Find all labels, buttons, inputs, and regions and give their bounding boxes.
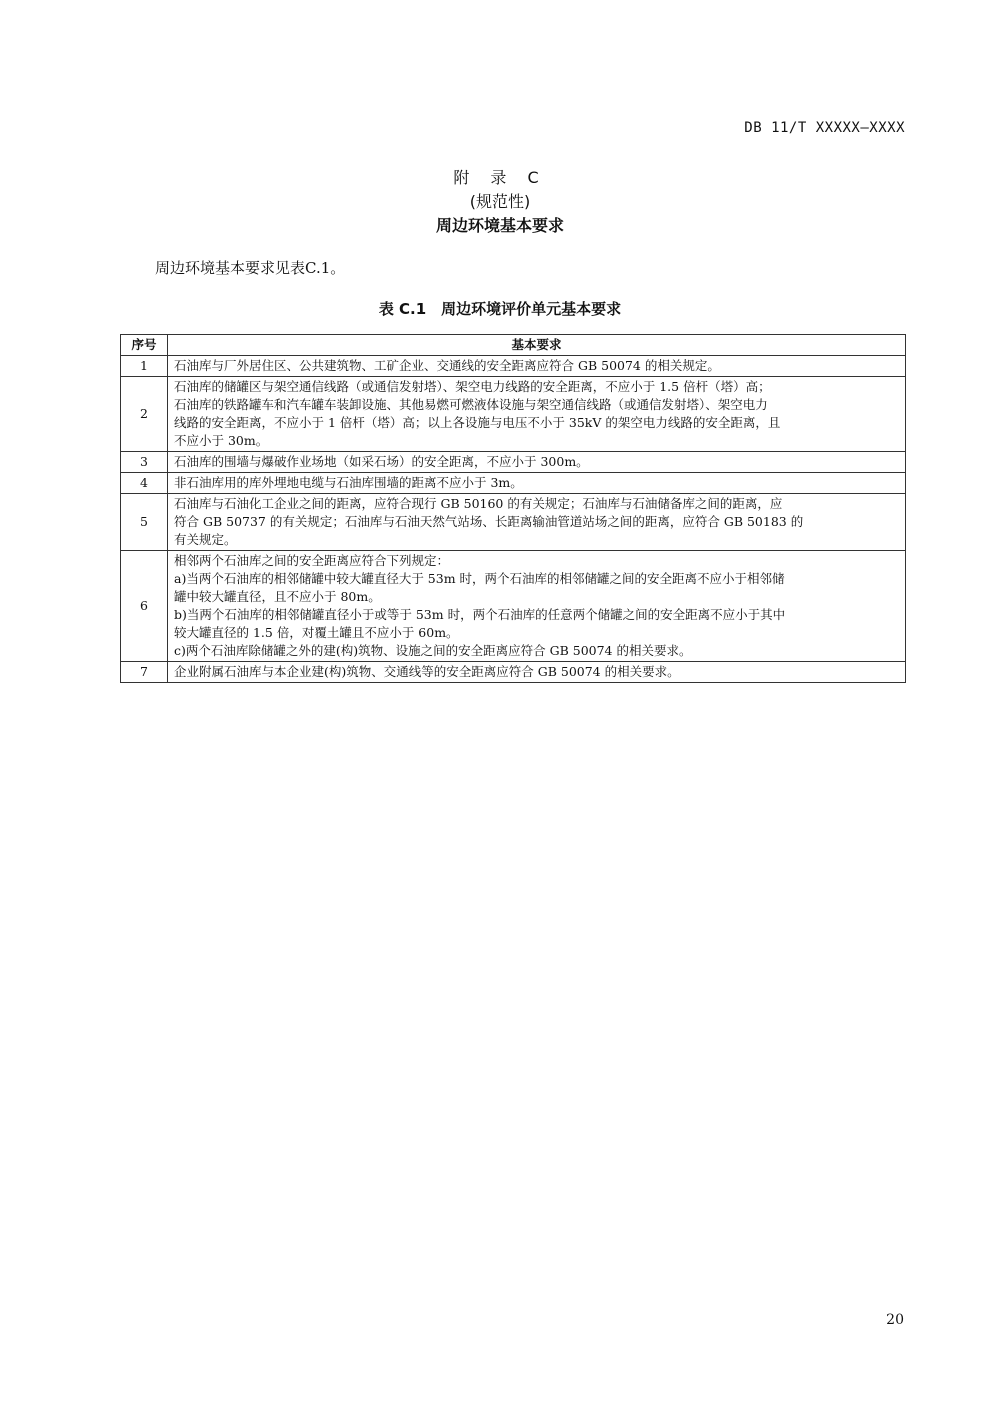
row-requirement <box>168 452 906 473</box>
row-requirement <box>168 356 906 377</box>
requirement-line: 符合 GB 50737 的有关规定；石油库与石油天然气站场、长距离输油管道站场之间的距离，应符合 GB 50183 的 <box>174 514 804 529</box>
appendix-subtitle: 周边环境基本要求 <box>435 216 564 235</box>
requirement-line: 石油库与厂外居住区、公共建筑物、工矿企业、交通线的安全距离应符合 GB 50074 的相关规定。 <box>174 358 720 373</box>
row-number: 4 <box>121 473 168 494</box>
document-code: DB 11/T XXXXX—XXXX <box>744 120 905 136</box>
row-number: 1 <box>121 356 168 377</box>
appendix-title: 附 录 C <box>453 168 547 187</box>
requirement-line: 石油库与石油化工企业之间的距离，应符合现行 GB 50160 的有关规定；石油库与石油储备库之间的距离，应 <box>174 496 783 511</box>
requirement-line: 不应小于 30m。 <box>174 433 269 448</box>
header-requirement: 基本要求 <box>168 335 906 356</box>
requirement-line: 线路的安全距离，不应小于 1 倍杆（塔）高；以上各设施与电压不小于 35kV 的架空电力线路的安全距离，且 <box>174 415 781 430</box>
requirement-line: 有关规定。 <box>174 532 237 547</box>
row-number: 3 <box>121 452 168 473</box>
table-caption: 表 C.1 周边环境评价单元基本要求 <box>378 300 622 318</box>
requirement-line: c)两个石油库除储罐之外的建(构)筑物、设施之间的安全距离应符合 GB 50074 的相关要求。 <box>174 643 692 658</box>
page-number: 20 <box>886 1312 904 1328</box>
row-number: 7 <box>121 662 168 683</box>
requirement-line: 石油库的围墙与爆破作业场地（如采石场）的安全距离，不应小于 300m。 <box>174 454 589 469</box>
requirement-line: 非石油库用的库外埋地电缆与石油库围墙的距离不应小于 3m。 <box>174 475 523 490</box>
row-requirement <box>168 494 906 551</box>
row-requirement <box>168 551 906 662</box>
table-row <box>121 377 906 452</box>
appendix-heading <box>0 166 1000 238</box>
requirements-table <box>120 334 906 683</box>
requirement-line: a)当两个石油库的相邻储罐中较大罐直径大于 53m 时，两个石油库的相邻储罐之间的安全距离不应小于相邻储 <box>174 571 785 586</box>
row-requirement <box>168 473 906 494</box>
row-requirement <box>168 377 906 452</box>
row-number: 5 <box>121 494 168 551</box>
requirement-line: 罐中较大罐直径，且不应小于 80m。 <box>174 589 381 604</box>
table-row <box>121 551 906 662</box>
requirement-line: 企业附属石油库与本企业建(构)筑物、交通线等的安全距离应符合 GB 50074 的相关要求。 <box>174 664 680 679</box>
requirement-line: 石油库的储罐区与架空通信线路（或通信发射塔）、架空电力线路的安全距离，不应小于 1.5 倍杆（塔）高； <box>174 379 771 394</box>
table-body <box>121 356 906 683</box>
table-row <box>121 662 906 683</box>
requirement-line: 石油库的铁路罐车和汽车罐车装卸设施、其他易燃可燃液体设施与架空通信线路（或通信发射塔）、架空电力 <box>174 397 768 412</box>
requirement-line: 较大罐直径的 1.5 倍，对覆土罐且不应小于 60m。 <box>174 625 459 640</box>
requirement-line: 相邻两个石油库之间的安全距离应符合下列规定： <box>174 553 450 568</box>
table-row <box>121 494 906 551</box>
header-num: 序号 <box>121 335 168 356</box>
requirement-line: b)当两个石油库的相邻储罐直径小于或等于 53m 时，两个石油库的任意两个储罐之间的安全距离不应小于其中 <box>174 607 786 622</box>
table-header-row <box>121 335 906 356</box>
table-row <box>121 356 906 377</box>
row-requirement <box>168 662 906 683</box>
table-row <box>121 473 906 494</box>
intro-paragraph: 周边环境基本要求见表C.1。 <box>155 259 346 277</box>
row-number: 2 <box>121 377 168 452</box>
row-number: 6 <box>121 551 168 662</box>
appendix-nature: (规范性) <box>469 192 531 211</box>
table-row <box>121 452 906 473</box>
